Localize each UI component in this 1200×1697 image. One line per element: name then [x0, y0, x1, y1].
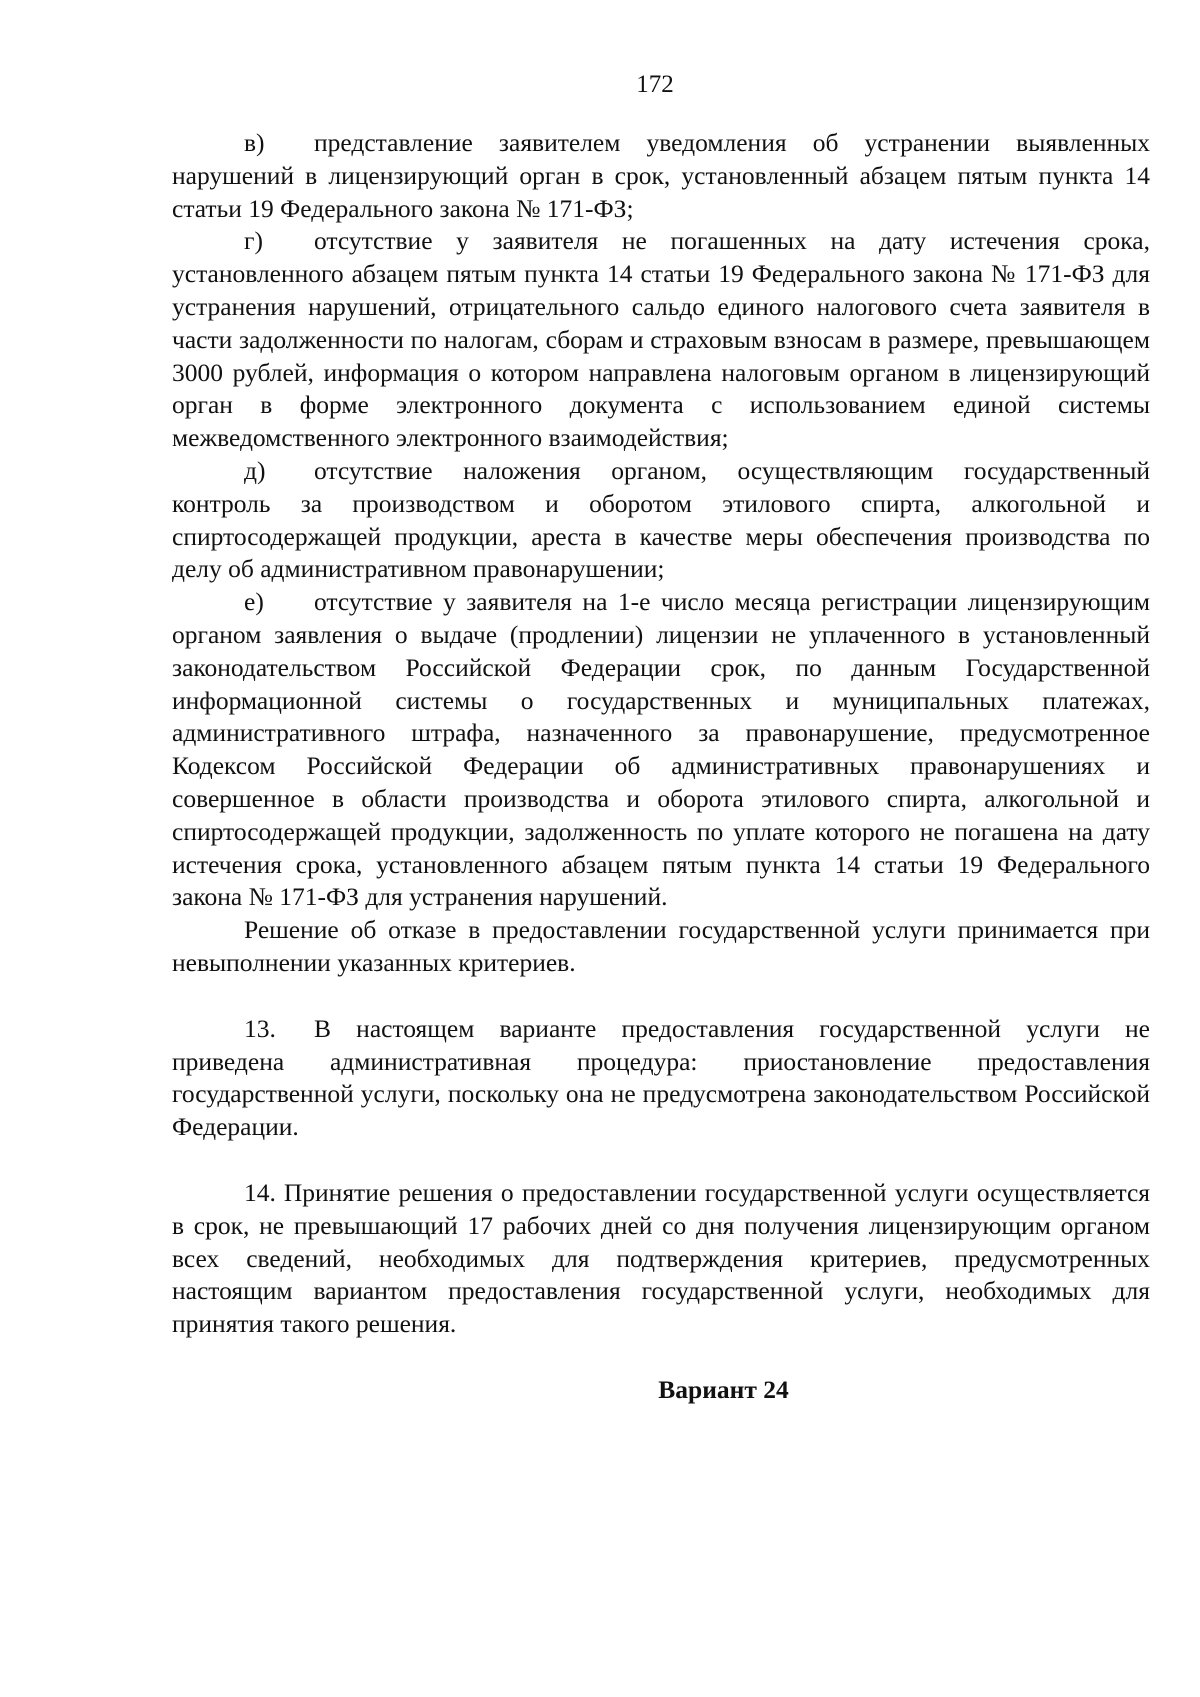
- paragraph-spacer: [172, 1144, 1150, 1177]
- list-item-g: [172, 225, 1150, 455]
- list-item-text: отсутствие наложения органом, осуществляющим государственный контроль за производством и оборотом этилового спирта, алкогольной и спиртосодержащей продукции, ареста в качестве меры обеспечения производства по делу об административном правонарушении;: [172, 455, 1150, 584]
- section-text: В настоящем варианте предоставления государственной услуги не приведена административная процедура: приостановление предоставления государственной услуги, поскольку она не предусмотрена законодательством Российской Федерации.: [172, 1013, 1150, 1142]
- list-marker: д): [244, 455, 266, 485]
- list-marker: е): [244, 587, 264, 617]
- section-number: 14.: [244, 1177, 276, 1207]
- list-item-text: представление заявителем уведомления об устранении выявленных нарушений в лицензирующий орган в срок, установленный абзацем пятым пункта 14 статьи 19 Федерального закона № 171-ФЗ;: [172, 128, 1150, 223]
- list-item-v: [172, 127, 1150, 225]
- list-item-text: отсутствие у заявителя на 1-е число месяца регистрации лицензирующим органом заявления о выдаче (продлении) лицензии не уплаченного в установленный законодательством Российской Федерации срок, по данным Государственной информационной системы о государственных и муниципальных платежах, административного штрафа, назначенного за правонарушение, предусмотренное Кодексом Российской Федерации об административных правонарушениях и совершенное в области производства и оборота этилового спирта, алкогольной и спиртосодержащей продукции, задолженность по уплате которого не погашена на дату истечения срока, установленного абзацем пятым пункта 14 статьи 19 Федерального закона № 171-ФЗ для устранения нарушений.: [172, 587, 1150, 912]
- refusal-paragraph: Решение об отказе в предоставлении государственной услуги принимается при невыполнении указанных критериев.: [172, 915, 1150, 977]
- page-number: 172: [636, 71, 674, 98]
- section-text: Принятие решения о предоставлении государственной услуги осуществляется в срок, не превышающий 17 рабочих дней со дня получения лицензирующим органом всех сведений, необходимых для подтверждения критериев, предусмотренных настоящим вариантом предоставления государственной услуги, необходимых для принятия такого решения.: [172, 1177, 1150, 1339]
- list-marker: г): [244, 226, 263, 256]
- section-number: 13.: [244, 1013, 276, 1043]
- paragraph-spacer: [172, 1341, 1150, 1374]
- paragraph-spacer: [172, 980, 1150, 1013]
- section-13-paragraph: [172, 1013, 1150, 1144]
- document-body: [172, 127, 1150, 1407]
- variant-heading: Вариант 24: [658, 1374, 789, 1404]
- list-marker: в): [244, 128, 265, 157]
- list-item-text: отсутствие у заявителя не погашенных на дату истечения срока, установленного абзацем пятым пункта 14 статьи 19 Федерального закона № 171-ФЗ для устранения нарушений, отрицательного сальдо единого налогового счета заявителя в части задолженности по налогам, сборам и страховым взносам в размере, превышающем 3000 рублей, информация о котором направлена налоговым органом в лицензирующий орган в форме электронного документа с использованием единой системы межведомственного электронного взаимодействия;: [172, 226, 1150, 453]
- list-item-e: [172, 586, 1150, 914]
- section-14-paragraph: [172, 1177, 1150, 1341]
- list-item-d: [172, 455, 1150, 586]
